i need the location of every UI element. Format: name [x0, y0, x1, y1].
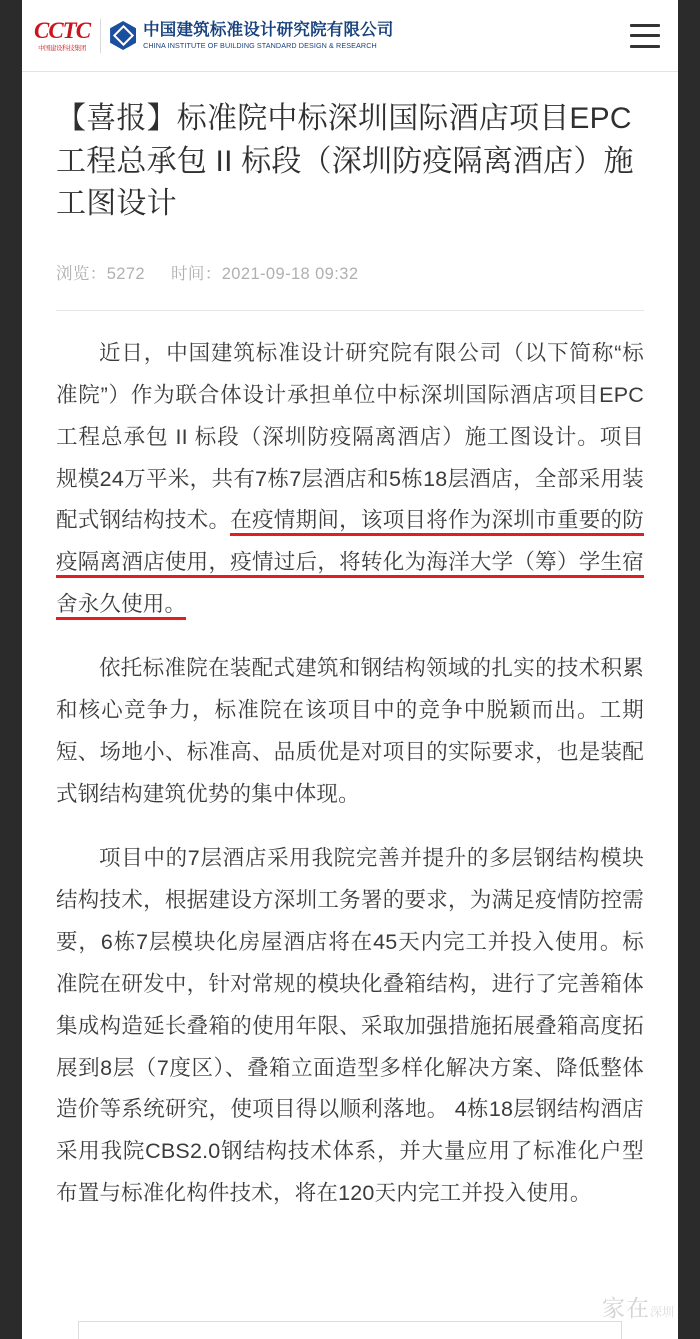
site-header — [22, 0, 678, 72]
paragraph-text: 近日，中国建筑标准设计研究院有限公司（以下简称“标准院”）作为联合体设计承担单位中标深圳国际酒店项目EPC工程总承包 II 标段（深圳防疫隔离酒店）施工图设计。项目规模24万平米，共有7栋7层酒店和5栋18层酒店，全部采用装配式钢结构技术。 — [56, 340, 644, 533]
time-meta — [171, 260, 358, 284]
paragraph — [56, 333, 644, 626]
time-label: 时间： — [171, 264, 222, 283]
article — [22, 72, 678, 1215]
institute-name-cn: 中国建筑标准设计研究院有限公司 — [143, 20, 394, 39]
views-value: 5272 — [106, 264, 146, 283]
page-edge-right — [678, 0, 700, 1339]
article-meta — [56, 260, 644, 284]
article-body — [56, 333, 644, 1215]
logo-divider — [100, 19, 101, 53]
cctc-logo-icon — [34, 19, 98, 52]
hamburger-bar — [630, 34, 660, 37]
page-title: 【喜报】标准院中标深圳国际酒店项目EPC工程总承包 II 标段（深圳防疫隔离酒店）施工图设计 — [56, 102, 634, 221]
institute-logo-text — [143, 21, 394, 50]
hamburger-bar — [630, 24, 660, 27]
hamburger-menu-icon[interactable] — [630, 24, 660, 48]
page-edge-left — [0, 0, 22, 1339]
site-logo[interactable] — [34, 19, 394, 53]
cctc-sub-text: 中国建设科技集团 — [38, 45, 86, 52]
paragraph: 项目中的7层酒店采用我院完善并提升的多层钢结构模块结构技术，根据建设方深圳工务署的要求，为满足疫情防控需要，6栋7层模块化房屋酒店将在45天内完工并投入使用。标准院在研发中，针对常规的模块化叠箱结构，进行了完善箱体集成构造延长叠箱的使用年限、采取加强措施拓展叠箱高度拓展到8层（7度区）、叠箱立面造型多样化解决方案、降低整体造价等系统研究，使项目得以顺利落地。 4栋18层钢结构酒店采用我院CBS2.0钢结构技术体系，并大量应用了标准化户型布置与标准化构件技术，将在120天内完工并投入使用。 — [56, 845, 644, 1206]
institute-name-en: CHINA INSTITUTE OF BUILDING STANDARD DESIGN & RESEARCH — [143, 40, 377, 50]
page-content — [22, 0, 678, 1339]
watermark-small-text: 深圳 — [649, 1305, 674, 1319]
views-label: 浏览： — [56, 264, 107, 283]
time-value: 2021-09-18 09:32 — [221, 264, 359, 283]
hexagon-icon — [110, 21, 136, 50]
cctc-mark-text: CCTC — [34, 18, 91, 43]
institute-logo — [110, 21, 394, 50]
watermark — [602, 1290, 674, 1323]
meta-divider — [56, 310, 644, 311]
paragraph: 依托标准院在装配式建筑和钢结构领域的扎实的技术积累和核心竞争力，标准院在该项目中的竞争中脱颖而出。工期短、场地小、标准高、品质优是对项目的实际要求，也是装配式钢结构建筑优势的集中体现。 — [56, 656, 644, 806]
watermark-text: 家在 — [601, 1295, 650, 1321]
article-image-placeholder — [78, 1321, 622, 1339]
views-meta — [56, 260, 145, 284]
highlighted-text: 在疫情期间，该项目将作为深圳市重要的防疫隔离酒店使用，疫情过后，将转化为海洋大学（筹）学生宿舍永久使用。 — [56, 508, 644, 620]
hamburger-bar — [630, 45, 660, 48]
